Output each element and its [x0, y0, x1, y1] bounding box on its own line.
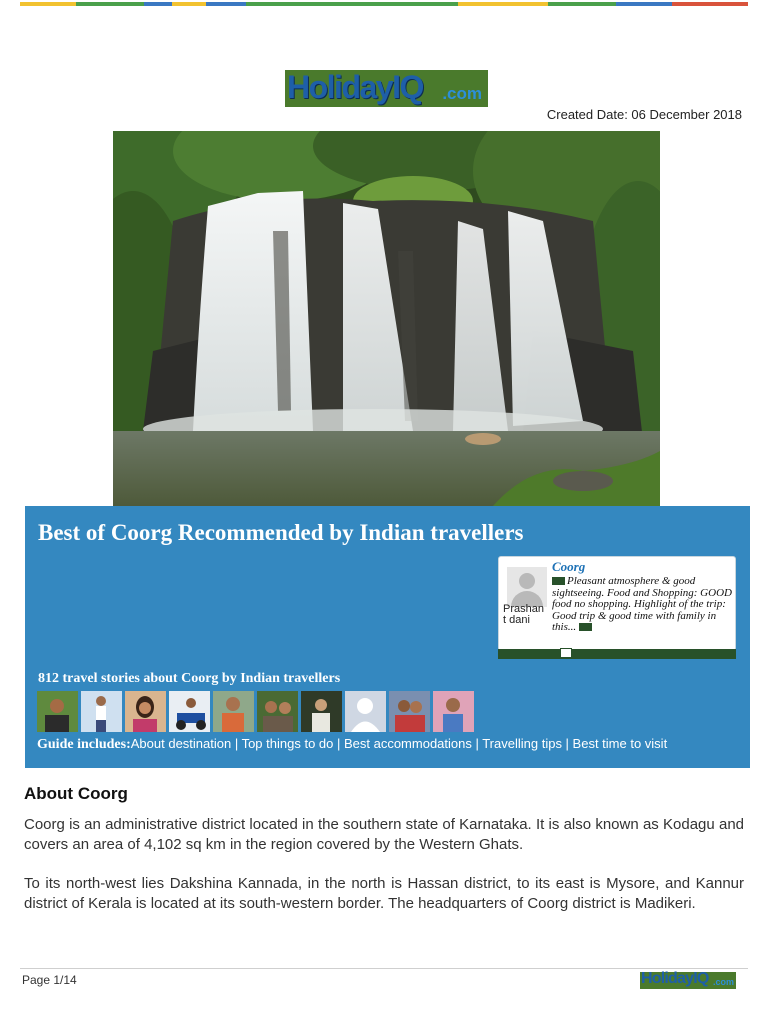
- waterfall-illustration: [113, 131, 660, 506]
- stripe-segment: [616, 2, 672, 6]
- traveller-avatar[interactable]: [301, 691, 342, 732]
- logo-text: HolidayIQ: [287, 69, 423, 105]
- review-text: [552, 576, 732, 634]
- created-date: Created Date: 06 December 2018: [546, 107, 742, 122]
- traveller-avatar[interactable]: [433, 691, 474, 732]
- top-color-stripe: [20, 2, 748, 6]
- guide-label: Guide includes:: [37, 737, 131, 752]
- guide-includes: [37, 736, 667, 753]
- stripe-segment: [144, 2, 172, 6]
- traveller-avatar[interactable]: [213, 691, 254, 732]
- review-body: Pleasant atmosphere & good sightseeing. Food and Shopping: GOOD food no shopping. Highlight of the trip: Good trip & good time with family in this...: [552, 575, 732, 633]
- traveller-avatars: [37, 691, 474, 732]
- waterfall-photo: [113, 131, 660, 506]
- stripe-segment: [548, 2, 616, 6]
- traveller-avatar[interactable]: [257, 691, 298, 732]
- logo-suffix: .com: [442, 84, 482, 103]
- avatar-placeholder-icon[interactable]: [345, 691, 386, 732]
- stripe-segment: [246, 2, 458, 6]
- more-icon[interactable]: [579, 623, 592, 631]
- footer-logo-text: HolidayIQ: [641, 970, 709, 987]
- reviewer-name: Prashant dani: [503, 603, 544, 626]
- traveller-avatar[interactable]: [389, 691, 430, 732]
- about-paragraph: Coorg is an administrative district located in the southern state of Karnataka. It is also known as Kodagu and covers an area of 4,102 sq km in the region covered by the Western Ghats.: [24, 816, 744, 853]
- footer-logo-suffix: .com: [712, 977, 734, 987]
- footer-divider: [20, 968, 748, 969]
- stripe-segment: [206, 2, 246, 6]
- review-card-footer: [498, 649, 736, 659]
- traveller-avatar[interactable]: [37, 691, 78, 732]
- stripe-segment: [20, 2, 76, 6]
- traveller-avatar[interactable]: [125, 691, 166, 732]
- review-place: Coorg: [552, 559, 586, 574]
- recommendation-banner: [25, 506, 750, 768]
- section-title: About Coorg: [24, 784, 128, 803]
- avatar-placeholder-icon: [507, 567, 547, 607]
- quote-icon: [552, 577, 565, 585]
- stories-count[interactable]: 812 travel stories about Coorg by Indian travellers: [38, 671, 341, 686]
- speech-pointer-icon: [560, 648, 572, 658]
- stripe-segment: [172, 2, 206, 6]
- footer-logo[interactable]: [640, 972, 736, 989]
- traveller-avatar[interactable]: [81, 691, 122, 732]
- review-card[interactable]: [498, 556, 736, 651]
- traveller-avatar[interactable]: [169, 691, 210, 732]
- stripe-segment: [458, 2, 548, 6]
- page-number: Page 1/14: [22, 973, 77, 987]
- banner-title: Best of Coorg Recommended by Indian travellers: [38, 520, 524, 545]
- stripe-segment: [672, 2, 748, 6]
- about-paragraph: To its north-west lies Dakshina Kannada, in the north is Hassan district, to its east is Mysore, and Kannur district of Kerala is located at its south-western border. The headquarters of Coorg district is Madikeri.: [24, 875, 744, 912]
- stripe-segment: [76, 2, 144, 6]
- holidayiq-logo[interactable]: [285, 70, 488, 107]
- guide-items[interactable]: About destination | Top things to do | Best accommodations | Travelling tips | Best time to visit: [130, 736, 668, 751]
